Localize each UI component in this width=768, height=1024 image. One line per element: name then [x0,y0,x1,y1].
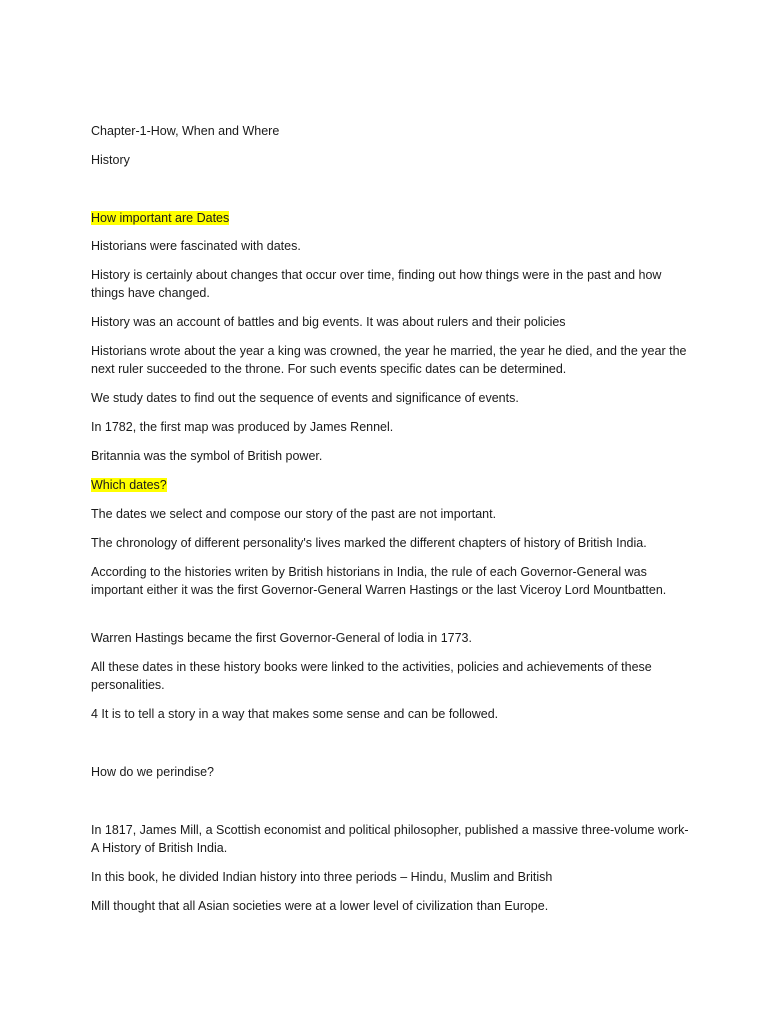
heading-which-dates [91,476,691,494]
highlighted-heading-which: Which dates? [91,478,167,492]
paragraph-9: The chronology of different personality's lives marked the different chapters of history of British India. [91,536,647,550]
paragraph-11: Warren Hastings became the first Governor-General of lodia in 1773. [91,631,472,645]
paragraph-8: The dates we select and compose our story of the past are not important. [91,507,497,521]
paragraph-12: All these dates in these history books were linked to the activities, policies and achievements of these personalities. [91,660,652,692]
paragraph-2: History is certainly about changes that occur over time, finding out how things were in the past and how things have changed. [91,268,662,300]
paragraph-7: Britannia was the symbol of British power. [91,449,323,463]
paragraph-6: In 1782, the first map was produced by James Rennel. [91,420,394,434]
paragraph-16: Mill thought that all Asian societies were at a lower level of civilization than Europe. [91,899,549,913]
paragraph-15: In this book, he divided Indian history into three periods – Hindu, Muslim and British [91,870,553,884]
heading-dates [91,209,691,227]
paragraph-10: According to the histories writen by British historians in India, the rule of each Governor-General was important either it was the first Governor-General Warren Hastings or the last Viceroy Lord Mountbatten. [91,565,667,597]
highlighted-heading-dates: How important are Dates [91,211,230,225]
paragraph-4: Historians wrote about the year a king was crowned, the year he married, the year he died, and the year the next ruler succeeded to the throne. For such events specific dates can be determined. [91,344,687,376]
paragraph-1: Historians were fascinated with dates. [91,239,301,253]
paragraph-13: 4 It is to tell a story in a way that makes some sense and can be followed. [91,707,499,721]
subject-label: History [91,153,130,167]
paragraph-5: We study dates to find out the sequence of events and significance of events. [91,391,519,405]
heading-periodise: How do we perindise? [91,765,214,779]
paragraph-14: In 1817, James Mill, a Scottish economist and political philosopher, published a massive three-volume work- A History of British India. [91,823,689,855]
paragraph-3: History was an account of battles and big events. It was about rulers and their policies [91,315,566,329]
chapter-title: Chapter-1-How, When and Where [91,124,280,138]
